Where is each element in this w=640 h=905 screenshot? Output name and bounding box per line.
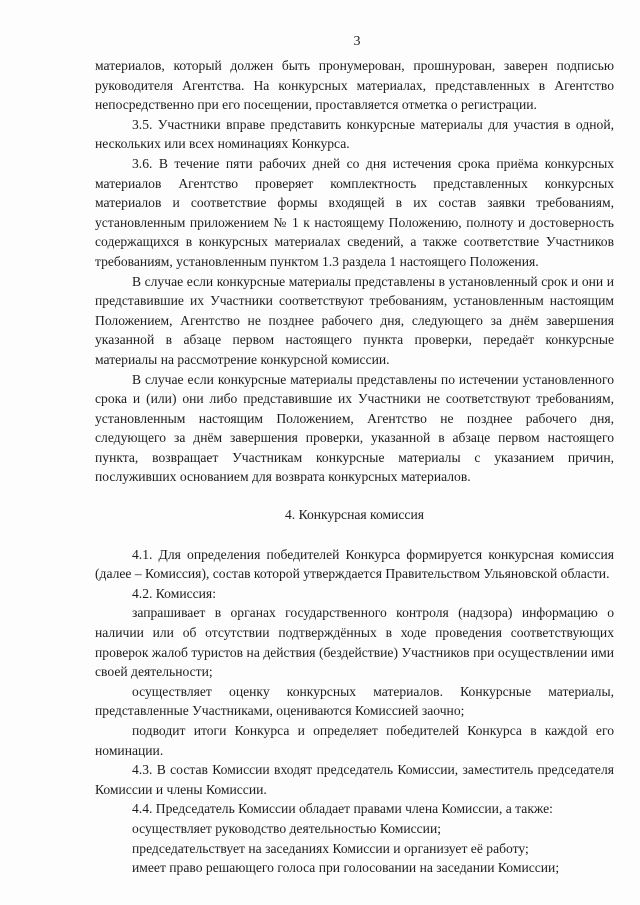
paragraph-3-6-case-valid: В случае если конкурсные материалы представлены в установленный срок и они и представившие их Участники соответствуют требованиям, установленным настоящим Положением, Агентство не позднее рабочего дня, следующего за днём завершения указанной в абзаце первом настоящего пункта проверки, передаёт конкурсные материалы на рассмотрение конкурсной комиссии.: [95, 273, 614, 367]
paragraph-4-3: 4.3. В состав Комиссии входят председатель Комиссии, заместитель председателя Комиссии и члены Комиссии.: [95, 762, 614, 797]
paragraph-4-1: 4.1. Для определения победителей Конкурса формируется конкурсная комиссия (далее – Комиссия), состав которой утверждается Правительством Ульяновской области.: [95, 546, 614, 582]
paragraph-4-2-item-requests: запрашивает в органах государственного контроля (надзора) информацию о наличии или об отсутствии подтверждённых в ходе проведения соответствующих проверок жалоб туристов на действия (бездействие) Участников при осуществлении ими своей деятельности;: [95, 605, 614, 680]
document-body: [95, 56, 614, 878]
paragraph-4-4-item-vote: имеет право решающего голоса при голосовании на заседании Комиссии;: [132, 860, 560, 876]
paragraph-4-4-item-presides: председательствует на заседаниях Комиссии и организует её работу;: [132, 840, 529, 856]
paragraph-4-2-item-results: подводит итоги Конкурса и определяет победителей Конкурса в каждой его номинации.: [95, 723, 614, 758]
paragraph-3-6-case-invalid: В случае если конкурсные материалы представлены по истечении установленного срока и (или) они либо представившие их Участники не соответствуют требованиям, установленным настоящим Положением, Агентство не позднее рабочего дня, следующего за днём завершения проверки, указанной в абзаце первом настоящего пункта, возвращает Участникам конкурсные материалы с указанием причин, послуживших основанием для возврата конкурсных материалов.: [95, 371, 614, 485]
paragraph-4-2-item-evaluates: осуществляет оценку конкурсных материалов. Конкурсные материалы, представленные Участниками, оцениваются Комиссией заочно;: [95, 683, 614, 719]
paragraph-4-2: 4.2. Комиссия:: [132, 585, 216, 601]
paragraph-4-4-item-manages: осуществляет руководство деятельностью Комиссии;: [132, 820, 442, 836]
page-number: 3: [353, 34, 361, 49]
paragraph-3-5: 3.5. Участники вправе представить конкурсные материалы для участия в одной, нескольких или всех номинациях Конкурса.: [95, 116, 614, 152]
paragraph-3-6: 3.6. В течение пяти рабочих дней со дня истечения срока приёма конкурсных материалов Агентство проверяет комплектность представленных конкурсных материалов и соответствие формы входящей в их состав заявки требованиям, установленным приложением № 1 к настоящему Положению, полноту и достоверность содержащихся в конкурсных материалах сведений, а также соответствие Участников требованиям, установленным пунктом 1.3 раздела 1 настоящего Положения.: [95, 155, 614, 269]
paragraph-continuation: материалов, который должен быть пронумерован, прошнурован, заверен подписью руководителя Агентства. На конкурсных материалах, представленных в Агентство непосредственно при его посещении, проставляется отметка о регистрации.: [95, 58, 614, 113]
section-heading: 4. Конкурсная комиссия: [285, 507, 424, 523]
paragraph-4-4: 4.4. Председатель Комиссии обладает правами члена Комиссии, а также:: [132, 801, 553, 817]
